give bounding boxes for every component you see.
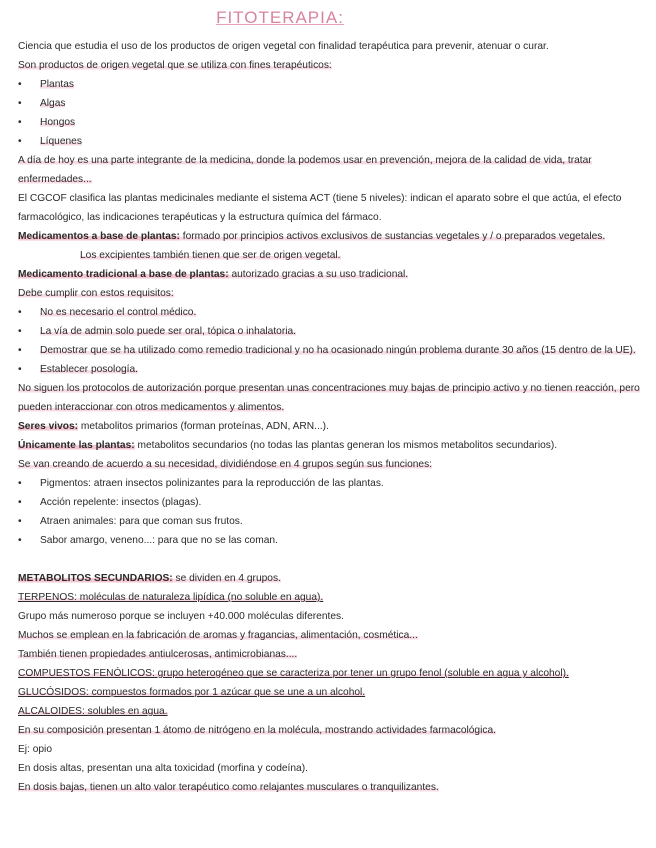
- paragraph-line: [18, 173, 643, 187]
- text-l08: enfermedades...: [18, 174, 92, 185]
- text-l24: Pigmentos: atraen insectos polinizantes para la reproducción de las plantas.: [40, 478, 384, 489]
- text-l07: A día de hoy es una parte integrante de la medicina, donde la podemos usar en prevención, mejora de la calidad de vida, tratar: [18, 155, 592, 166]
- text-l27: Sabor amargo, veneno...: para que no se las coman.: [40, 535, 278, 546]
- text-l37: Ej: opio: [18, 744, 52, 755]
- list-item: [18, 78, 643, 92]
- list-item: [18, 344, 643, 358]
- text-l35: ALCALOIDES: solubles en agua.: [18, 706, 168, 717]
- list-item: [18, 515, 643, 529]
- paragraph-line: [18, 211, 643, 225]
- definition-line: [18, 420, 643, 434]
- list-item: [18, 116, 643, 130]
- list-item: [18, 363, 643, 377]
- text-l29: TERPENOS: moléculas de naturaleza lipídica (no soluble en agua).: [18, 592, 324, 603]
- paragraph-line: [18, 287, 643, 301]
- paragraph-line: [18, 591, 643, 605]
- page-title: FITOTERAPIA:: [216, 8, 344, 27]
- term-label: Medicamento tradicional a base de plantas:: [18, 269, 229, 280]
- text-l06: Líquenes: [40, 136, 82, 147]
- paragraph-line: [18, 192, 643, 206]
- text-l18: Establecer posología.: [40, 364, 138, 375]
- bullet-icon: •: [18, 535, 22, 546]
- paragraph-line: [18, 724, 643, 738]
- text-l20: pueden interaccionar con otros medicamentos y alimentos.: [18, 402, 285, 413]
- text-l39: En dosis bajas, tienen un alto valor terapéutico como relajantes musculares o tranquilizantes.: [18, 782, 439, 793]
- text-l16: La vía de admin solo puede ser oral, tópica o inhalatoria.: [40, 326, 296, 337]
- bullet-icon: •: [18, 326, 22, 337]
- indented-line: [80, 249, 640, 263]
- list-item: [18, 325, 643, 339]
- bullet-icon: •: [18, 497, 22, 508]
- text-l10: farmacológico, las indicaciones terapéuticas y la estructura química del fármaco.: [18, 212, 382, 223]
- term-label: Seres vivos:: [18, 421, 79, 432]
- text-l01: Ciencia que estudia el uso de los productos de origen vegetal con finalidad terapéutica para prevenir, atenuar o curar.: [18, 41, 549, 52]
- paragraph-line: [18, 154, 643, 168]
- section-heading: [18, 572, 643, 586]
- text-l32: También tienen propiedades antiulcerosas, antimicrobianas....: [18, 649, 298, 660]
- bullet-icon: •: [18, 516, 22, 527]
- bullet-icon: •: [18, 117, 22, 128]
- paragraph-line: [18, 648, 643, 662]
- paragraph-line: [18, 686, 643, 700]
- definition-line: [18, 268, 643, 282]
- paragraph-line: [18, 401, 643, 415]
- paragraph-line: [18, 762, 643, 776]
- paragraph-line: [18, 458, 643, 472]
- list-item: [18, 496, 643, 510]
- definition-line: [18, 439, 643, 453]
- products-intro: [18, 59, 643, 73]
- text-l19: No siguen los protocolos de autorización porque presentan unas concentraciones muy bajas de principio activo y no tienen reacción, pero: [18, 383, 640, 394]
- text-l02: Son productos de origen vegetal que se utiliza con fines terapéuticos:: [18, 60, 332, 71]
- list-item: [18, 477, 643, 491]
- text-l13: autorizado gracias a su uso tradicional.: [228, 269, 409, 280]
- paragraph-line: [18, 705, 643, 719]
- text-l17: Demostrar que se ha utilizado como remedio tradicional y no ha ocasionado ningún problema durante 30 años (15 dentro de la UE).: [40, 345, 636, 356]
- bullet-icon: •: [18, 98, 22, 109]
- bullet-icon: •: [18, 136, 22, 147]
- bullet-icon: •: [18, 79, 22, 90]
- text-l09: El CGCOF clasifica las plantas medicinales mediante el sistema ACT (tiene 5 niveles): indican el aparato sobre el que actúa, el efecto: [18, 193, 622, 204]
- bullet-icon: •: [18, 345, 22, 356]
- text-l23: Se van creando de acuerdo a su necesidad, dividiéndose en 4 grupos según sus funciones:: [18, 459, 433, 470]
- text-l25: Acción repelente: insectos (plagas).: [40, 497, 202, 508]
- text-l11: formado por principios activos exclusivos de sustancias vegetales y / o preparados vegetales.: [179, 231, 606, 242]
- paragraph-line: [18, 667, 643, 681]
- paragraph-line: [18, 382, 643, 396]
- text-l15: No es necesario el control médico.: [40, 307, 197, 318]
- definition-line: [18, 230, 643, 244]
- text-l26: Atraen animales: para que coman sus frutos.: [40, 516, 243, 527]
- paragraph-line: [18, 743, 643, 757]
- text-l33: COMPUESTOS FENÓLICOS: grupo heterogéneo que se caracteriza por tener un grupo fenol (soluble en agua y alcohol).: [18, 668, 569, 679]
- term-label: Medicamentos a base de plantas:: [18, 231, 180, 242]
- text-l30: Grupo más numeroso porque se incluyen +40.000 moléculas diferentes.: [18, 611, 344, 622]
- paragraph-line: [18, 610, 643, 624]
- text-l21: metabolitos primarios (forman proteínas, ADN, ARN...).: [78, 421, 329, 432]
- paragraph-line: [18, 629, 643, 643]
- list-item: [18, 534, 643, 548]
- list-item: [18, 306, 643, 320]
- list-item: [18, 135, 643, 149]
- bullet-icon: •: [18, 307, 22, 318]
- text-l12: Los excipientes también tienen que ser de origen vegetal.: [80, 250, 341, 261]
- text-l31: Muchos se emplean en la fabricación de aromas y fragancias, alimentación, cosmética...: [18, 630, 418, 641]
- text-l38: En dosis altas, presentan una alta toxicidad (morfina y codeína).: [18, 763, 308, 774]
- list-item: [18, 97, 643, 111]
- bullet-icon: •: [18, 364, 22, 375]
- text-l03: Plantas: [40, 79, 74, 90]
- text-l14: Debe cumplir con estos requisitos:: [18, 288, 174, 299]
- text-l22: metabolitos secundarios (no todas las plantas generan los mismos metabolitos secundarios).: [134, 440, 558, 451]
- text-l34: GLUCÓSIDOS: compuestos formados por 1 azúcar que se une a un alcohol.: [18, 687, 366, 698]
- text-l28: se dividen en 4 grupos.: [172, 573, 281, 584]
- term-label: Únicamente las plantas:: [18, 440, 135, 451]
- definition-line: [18, 40, 643, 54]
- heading-label: METABOLITOS SECUNDARIOS:: [18, 573, 173, 584]
- bullet-icon: •: [18, 478, 22, 489]
- text-l04: Algas: [40, 98, 66, 109]
- paragraph-line: [18, 781, 643, 795]
- text-l05: Hongos: [40, 117, 76, 128]
- text-l36: En su composición presentan 1 átomo de nitrógeno en la molécula, mostrando actividades farmacológica.: [18, 725, 496, 736]
